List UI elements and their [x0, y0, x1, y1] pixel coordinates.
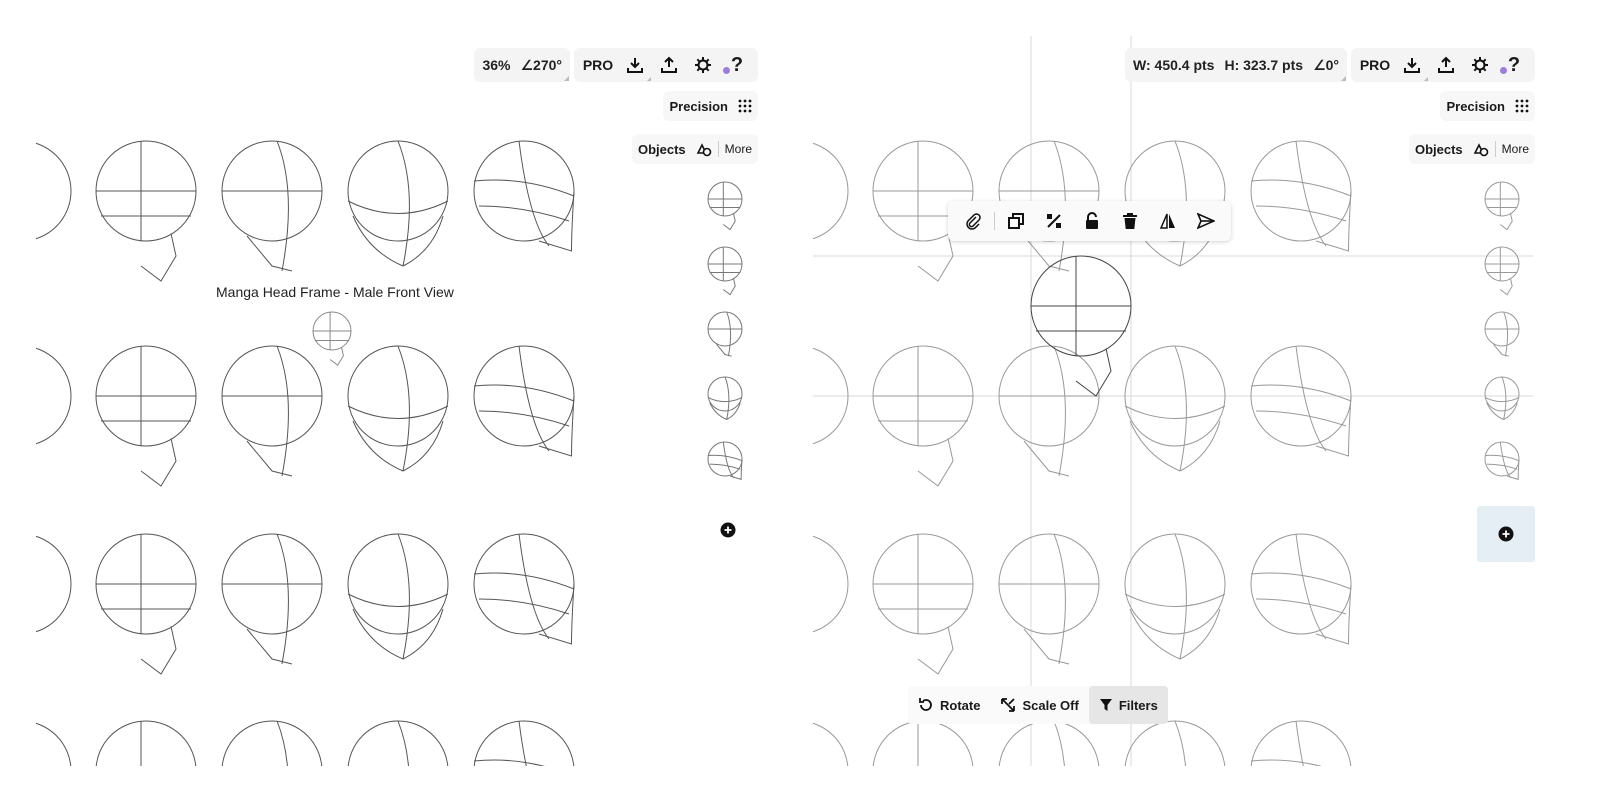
selection-dimensions[interactable]: [1125, 48, 1347, 82]
upload-icon[interactable]: [1429, 48, 1463, 82]
download-icon[interactable]: [618, 48, 652, 82]
help-button[interactable]: [1497, 48, 1531, 82]
head-sketch: [1125, 534, 1225, 659]
layer-thumbnail[interactable]: [1481, 244, 1529, 300]
precision-label: Precision: [669, 98, 728, 114]
head-sketch: [474, 534, 574, 644]
head-sketch: [348, 534, 448, 659]
trash-icon[interactable]: [1111, 201, 1149, 241]
layer-thumbnail[interactable]: [1481, 374, 1529, 430]
head-sketch: [1485, 442, 1519, 479]
head-sketch: [708, 312, 742, 356]
head-sketch: [474, 721, 574, 766]
canvas-caption: Manga Head Frame - Male Front View: [216, 284, 454, 300]
add-icon: [720, 522, 736, 538]
head-sketch: [873, 534, 973, 674]
more-button[interactable]: More: [1501, 142, 1529, 156]
height-readout: H: 323.7 pts: [1224, 57, 1304, 73]
head-sketch: [1251, 141, 1351, 251]
head-sketch: [222, 534, 322, 664]
head-sketch: [474, 141, 574, 251]
pro-button[interactable]: PRO: [582, 57, 614, 73]
head-sketch: [873, 346, 973, 486]
add-icon: [1498, 526, 1514, 542]
head-sketch: [222, 721, 322, 766]
send-icon[interactable]: [1187, 201, 1225, 241]
upload-icon[interactable]: [652, 48, 686, 82]
layer-thumbnail[interactable]: [704, 374, 752, 430]
head-sketch: [222, 141, 322, 271]
scale-toggle[interactable]: Scale Off: [990, 686, 1088, 724]
objects-panel-header: [1409, 134, 1535, 164]
head-sketch: [708, 442, 742, 479]
head-sketch: [348, 141, 448, 266]
duplicate-icon[interactable]: [997, 201, 1035, 241]
flip-icon[interactable]: [1149, 201, 1187, 241]
precision-label: Precision: [1446, 98, 1505, 114]
head-sketch: [1485, 182, 1519, 230]
add-layer-button[interactable]: [1477, 506, 1535, 562]
head-sketch: [999, 346, 1099, 476]
rotate-button[interactable]: Rotate: [908, 686, 990, 724]
angle-readout: ∠270°: [520, 56, 562, 73]
head-sketch: [348, 346, 448, 471]
gear-icon[interactable]: [1463, 48, 1497, 82]
head-sketch: [348, 721, 448, 766]
head-sketch: [1031, 256, 1131, 396]
layer-thumbnail[interactable]: [704, 179, 752, 235]
pro-button[interactable]: PRO: [1359, 57, 1391, 73]
head-sketch: [1485, 312, 1519, 356]
scale-icon: [1000, 697, 1016, 713]
head-sketch: [708, 247, 742, 295]
head-sketch: [999, 534, 1099, 664]
layer-thumbnail[interactable]: [704, 439, 752, 495]
layer-thumbnail[interactable]: [704, 309, 752, 365]
grid-dots-icon: [738, 99, 752, 113]
grid-dots-icon: [1515, 99, 1529, 113]
head-sketch: [1485, 377, 1519, 420]
rotate-icon: [918, 697, 934, 713]
layer-thumbnails: [704, 179, 752, 504]
paperclip-icon[interactable]: [954, 201, 992, 241]
head-sketch: [313, 312, 351, 365]
layer-thumbnail[interactable]: [1481, 179, 1529, 235]
shapes-icon[interactable]: [696, 141, 712, 157]
selection-context-toolbar: [948, 201, 1231, 241]
filters-button[interactable]: Filters: [1089, 686, 1168, 724]
head-sketch: [999, 721, 1099, 766]
head-sketch: [1251, 346, 1351, 456]
top-toolbar: [1351, 48, 1535, 82]
objects-panel-header: [632, 134, 758, 164]
head-sketch: [1485, 247, 1519, 295]
precision-button[interactable]: [663, 91, 758, 121]
precision-button[interactable]: [1440, 91, 1535, 121]
layer-thumbnails: [1481, 179, 1529, 504]
head-sketch: [474, 346, 574, 456]
zoom-level: 36%: [482, 57, 511, 73]
head-sketch: [873, 721, 973, 766]
download-icon[interactable]: [1395, 48, 1429, 82]
layer-thumbnail[interactable]: [704, 244, 752, 300]
percent-icon[interactable]: [1035, 201, 1073, 241]
head-sketch: [222, 346, 322, 476]
angle-readout: ∠0°: [1313, 56, 1339, 73]
filter-icon: [1099, 698, 1113, 712]
transform-bar: [908, 686, 1168, 724]
head-sketch: [96, 346, 196, 486]
top-toolbar: [574, 48, 758, 82]
help-icon: ?: [1508, 54, 1520, 77]
head-sketch: [96, 721, 196, 766]
head-sketch: [1125, 721, 1225, 766]
help-icon: ?: [731, 54, 743, 77]
lock-icon[interactable]: [1073, 201, 1111, 241]
gear-icon[interactable]: [686, 48, 720, 82]
shapes-icon[interactable]: [1473, 141, 1489, 157]
right-canvas-view: [813, 36, 1543, 766]
add-layer-button[interactable]: [718, 520, 738, 540]
head-sketch: [1125, 346, 1225, 471]
layer-thumbnail[interactable]: [1481, 309, 1529, 365]
width-readout: W: 450.4 pts: [1133, 57, 1215, 73]
head-sketch: [96, 534, 196, 674]
help-button[interactable]: [720, 48, 754, 82]
left-canvas-view: [36, 36, 766, 766]
layer-thumbnail[interactable]: [1481, 439, 1529, 495]
head-sketch: [1251, 534, 1351, 644]
head-sketch: [96, 141, 196, 281]
objects-button[interactable]: Objects: [1414, 141, 1463, 157]
head-sketch: [708, 182, 742, 230]
objects-button[interactable]: Objects: [637, 141, 686, 157]
zoom-angle-indicator[interactable]: [474, 48, 570, 82]
head-sketch: [1251, 721, 1351, 766]
head-sketch: [708, 377, 742, 420]
more-button[interactable]: More: [724, 142, 752, 156]
